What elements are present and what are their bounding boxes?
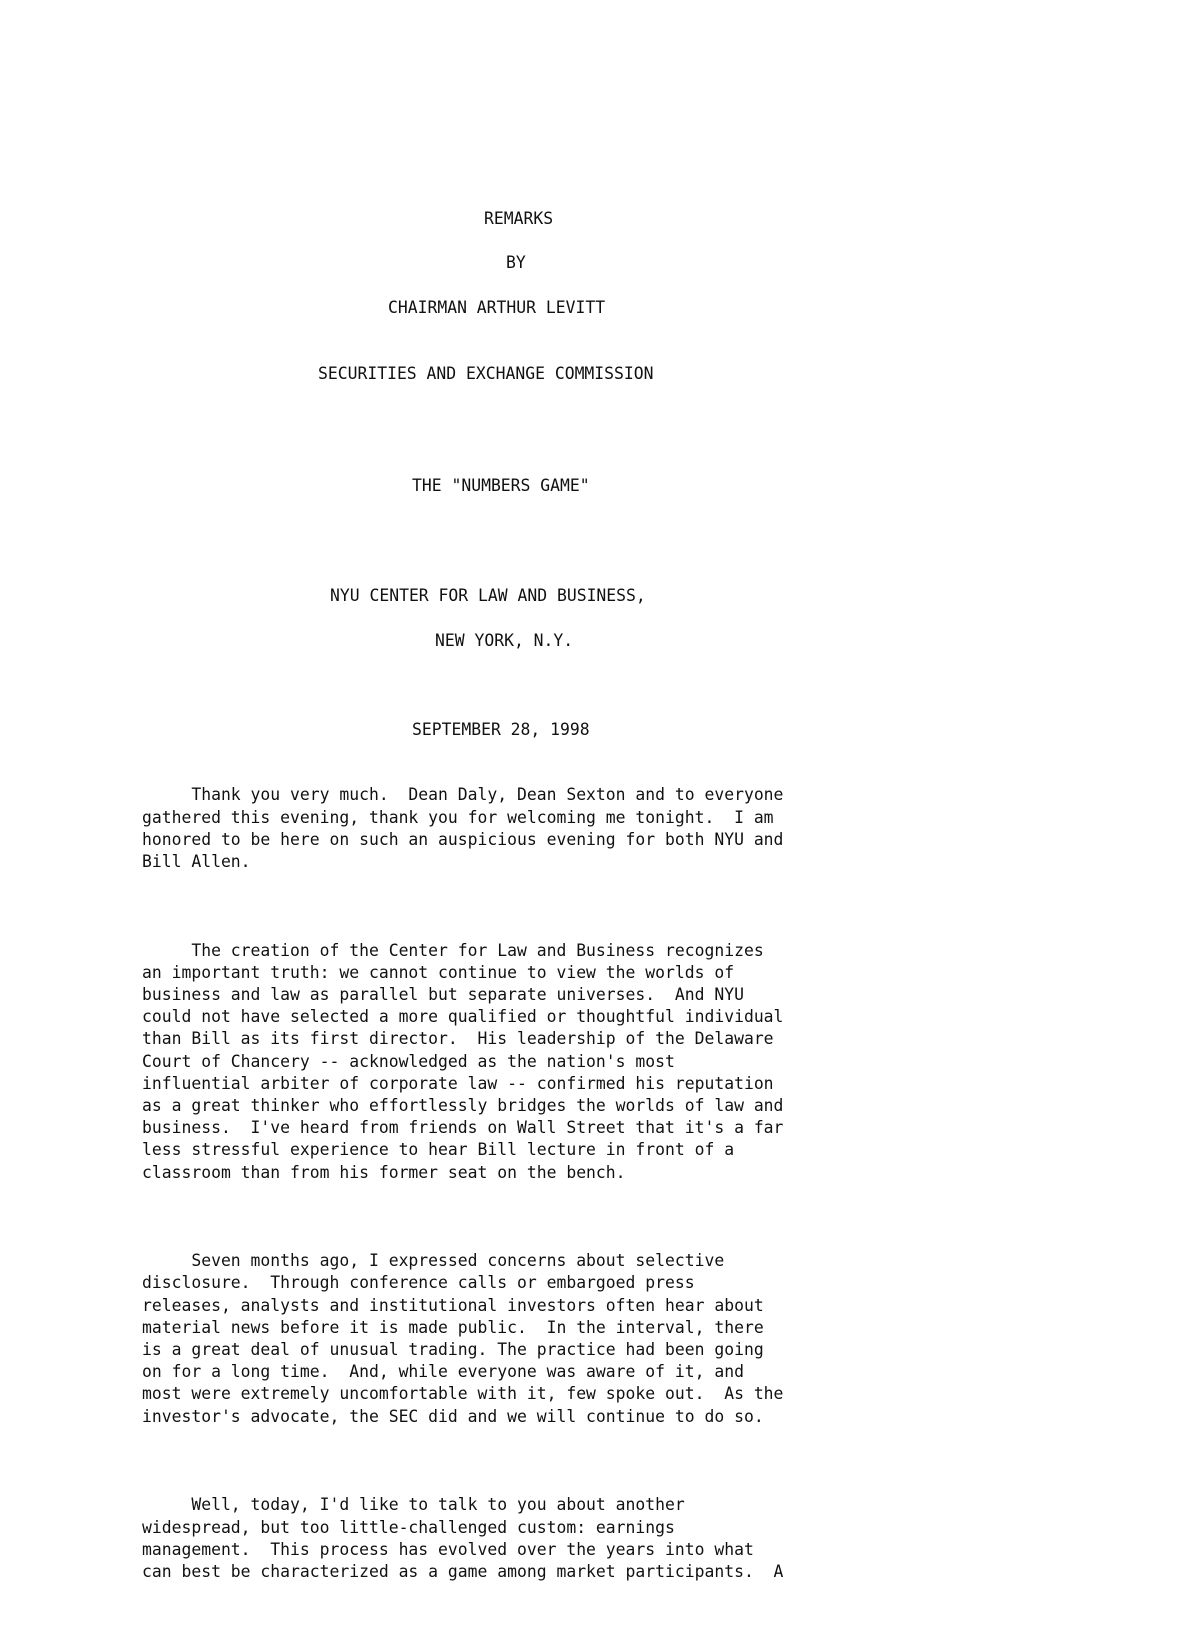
speech-date: SEPTEMBER 28, 1998 xyxy=(412,720,590,739)
heading-remarks: REMARKS xyxy=(484,209,554,228)
paragraph-3: Seven months ago, I expressed concerns about selective disclosure. Through conference calls or embargoed press releases, analysts and institutional investors often hear about material news before it is made public. In the interval, there is a great deal of unusual trading. The practice had been going on for a long time. And, while everyone was aware of it, and most were extremely uncomfortable with it, few spoke out. As the investor's advocate, the SEC did and we will continue to do so. xyxy=(142,1251,784,1426)
paragraph-1: Thank you very much. Dean Daly, Dean Sexton and to everyone gathered this evening, thank you for welcoming me tonight. I am honored to be here on such an auspicious evening for both NYU and Bill Allen. xyxy=(142,785,784,872)
speech-body xyxy=(142,740,922,1628)
heading-agency: SECURITIES AND EXCHANGE COMMISSION xyxy=(318,364,654,383)
heading-speaker: CHAIRMAN ARTHUR LEVITT xyxy=(388,298,606,317)
venue-location: NEW YORK, N.Y. xyxy=(435,631,574,650)
heading-by: BY xyxy=(506,253,526,272)
paragraph-2: The creation of the Center for Law and Business recognizes an important truth: we cannot continue to view the worlds of business and law as parallel but separate universes. And NYU could not have selected a more qualified or thoughtful individual than Bill as its first director. His leadership of the Delaware Court of Chancery -- acknowledged as the nation's most influential arbiter of corporate law -- confirmed his reputation as a great thinker who effortlessly bridges the worlds of law and business. I've heard from friends on Wall Street that it's a far less stressful experience to hear Bill lecture in front of a classroom than from his former seat on the bench. xyxy=(142,940,784,1182)
speech-title: THE "NUMBERS GAME" xyxy=(412,476,590,495)
venue-name: NYU CENTER FOR LAW AND BUSINESS, xyxy=(330,586,646,605)
paragraph-4: Well, today, I'd like to talk to you about another widespread, but too little-challenged custom: earnings management. This process has evolved over the years into what can best be characterized as a game among market participants. A xyxy=(142,1495,784,1581)
